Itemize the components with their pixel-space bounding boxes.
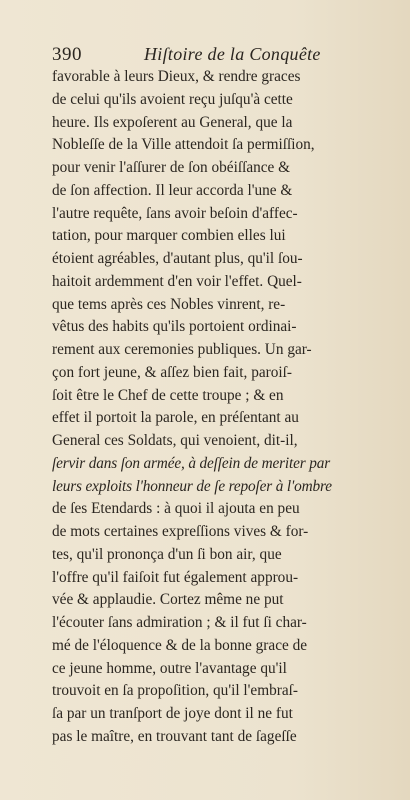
text-line: ſoit être le Chef de cette troupe ; & en xyxy=(52,386,284,404)
text-line: l'écouter ſans admiration ; & il fut ſi char- xyxy=(52,614,307,631)
text-line: Nobleſſe de la Ville attendoit ſa permiſſion, xyxy=(52,136,315,154)
text-line: effet il portoit la parole, en préſentant au xyxy=(52,409,299,427)
text-line: ce jeune homme, outre l'avantage qu'il xyxy=(52,659,287,677)
text-line: rement aux ceremonies publiques. Un gar- xyxy=(52,341,312,358)
text-line: tation, pour marquer combien elles lui xyxy=(52,227,286,245)
text-line: de celui qu'ils avoient reçu juſqu'à cette xyxy=(52,90,293,108)
text-line: çon fort jeune, & aſſez bien fait, paroiſ- xyxy=(52,363,292,381)
running-title: Hiſtoire de la Conquête xyxy=(144,44,321,64)
text-line: tes, qu'il prononça d'un ſi bon air, que xyxy=(52,545,282,563)
text-line-italic: ſervir dans ſon armée, à deſſein de meriter par xyxy=(52,454,331,472)
text-line: General ces Soldats, qui venoient, dit-il, xyxy=(52,432,298,449)
text-line: haitoit ardemment d'en voir l'effet. Quel- xyxy=(52,272,302,290)
text-line: vée & applaudie. Cortez même ne put xyxy=(52,591,284,609)
text-line: ſa par un tranſport de joye dont il ne fut xyxy=(52,705,293,722)
text-line: l'offre qu'il faiſoit fut également approu- xyxy=(52,568,299,586)
text-line-italic: leurs exploits l'honneur de ſe repoſer à l'ombre xyxy=(52,477,332,495)
body-text xyxy=(52,66,402,749)
text-line: pour venir l'aſſurer de ſon obéiſſance & xyxy=(52,159,291,176)
text-line: mé de l'éloquence & de la bonne grace de xyxy=(52,636,308,654)
text-line: l'autre requête, ſans avoir beſoin d'affec- xyxy=(52,204,298,222)
text-line: heure. Ils expoſerent au General, que la xyxy=(52,113,293,131)
text-line: favorable à leurs Dieux, & rendre graces xyxy=(52,68,301,85)
text-line: trouvoit en ſa propoſition, qu'il l'embraſ- xyxy=(52,682,298,700)
text-line: de ſes Etendards : à quoi il ajouta en peu xyxy=(52,500,300,518)
text-line: de mots certaines expreſſions vives & for- xyxy=(52,523,309,540)
text-line: pas le maître, en trouvant tant de ſageſſe xyxy=(52,727,297,745)
text-line: vêtus des habits qu'ils portoient ordinai- xyxy=(52,318,297,336)
running-head xyxy=(52,44,402,66)
text-line: étoient agréables, d'autant plus, qu'il ſou- xyxy=(52,250,303,267)
text-line: de ſon affection. Il leur accorda l'une & xyxy=(52,181,293,199)
text-line: que tems après ces Nobles vinrent, re- xyxy=(52,295,286,313)
page-number: 390 xyxy=(52,44,82,65)
